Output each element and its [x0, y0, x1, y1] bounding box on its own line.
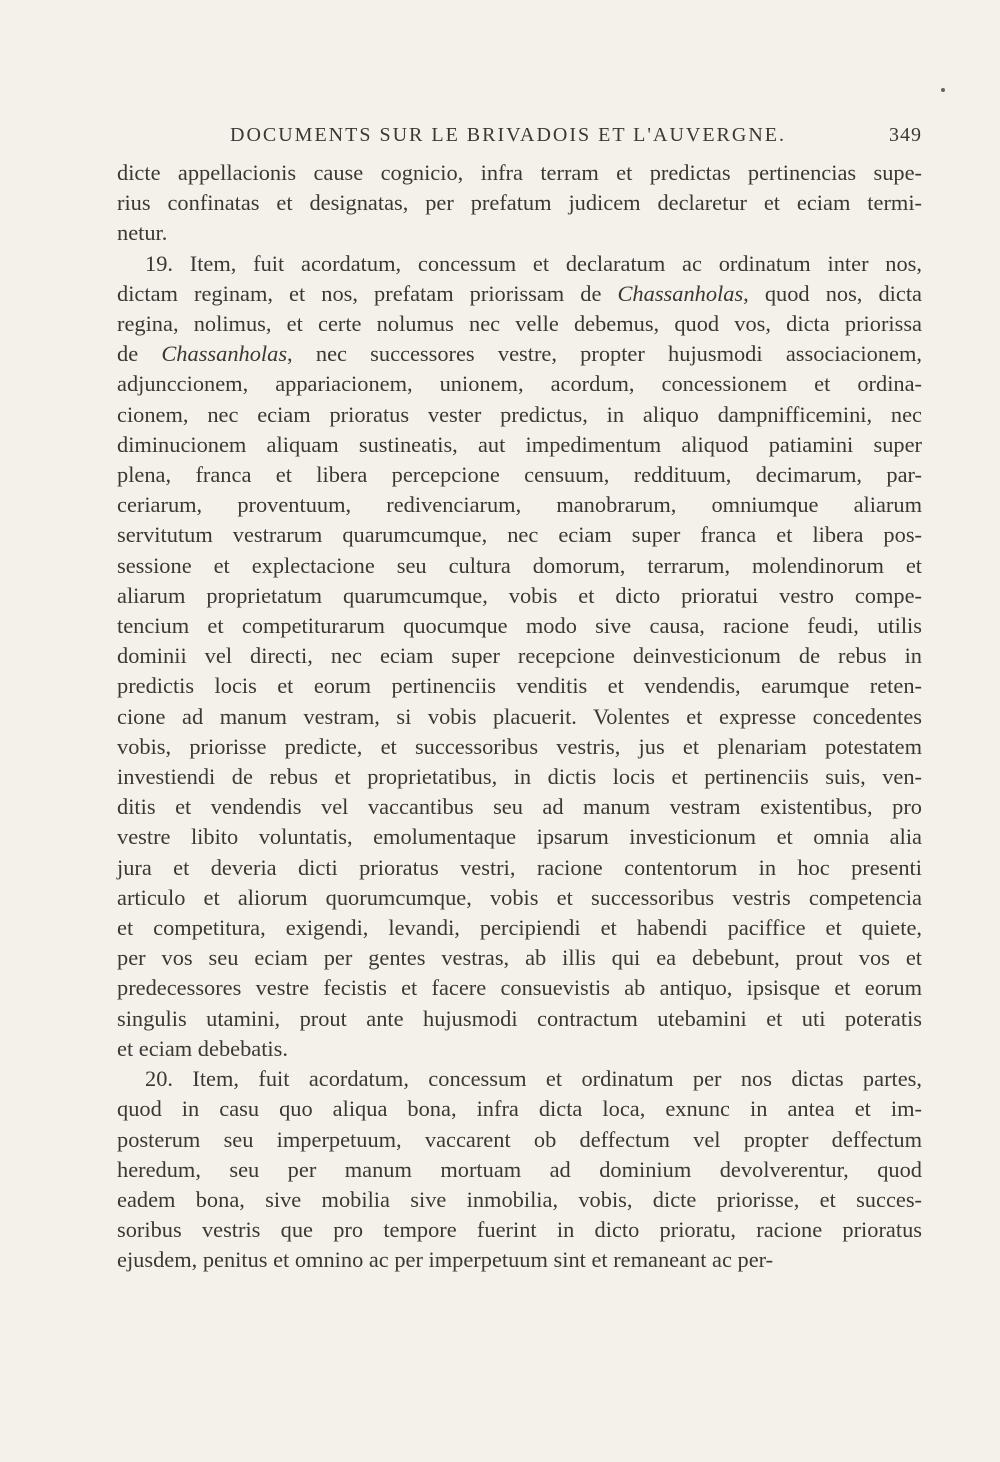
- text-line: vestre libito voluntatis, emolumentaque ipsarum investicionum et omnia alia: [117, 824, 922, 850]
- running-title: DOCUMENTS SUR LE BRIVADOIS ET L'AUVERGNE.: [230, 124, 786, 146]
- text-line: articulo et aliorum quorumcumque, vobis et successoribus vestris competencia: [117, 884, 922, 910]
- running-header: [117, 118, 922, 158]
- body-text: [117, 158, 922, 1276]
- text-line: netur.: [117, 220, 168, 246]
- text-line: predictis locis et eorum pertinenciis venditis et vendendis, earumque reten-: [117, 673, 922, 699]
- text-line: et competitura, exigendi, levandi, percipiendi et habendi paciffice et quiete,: [117, 915, 922, 941]
- page-number: 349: [889, 124, 922, 146]
- text-line: cionem, nec eciam prioratus vester predictus, in aliquo dampnifficemini, nec: [117, 401, 922, 427]
- article-start-line: 20. Item, fuit acordatum, concessum et ordinatum per nos dictas partes,: [145, 1066, 922, 1092]
- text-line: vobis, priorisse predicte, et successoribus vestris, jus et plenariam potestatem: [117, 733, 922, 759]
- text-line: adjunccionem, appariacionem, unionem, acordum, concessionem et ordina-: [117, 371, 922, 397]
- text-line: quod in casu quo aliqua bona, infra dicta loca, exnunc in antea et im-: [117, 1096, 922, 1122]
- text-line: soribus vestris que pro tempore fuerint in dicto prioratu, racione prioratus: [117, 1217, 922, 1243]
- text-line: ditis et vendendis vel vaccantibus seu ad manum vestram existentibus, pro: [117, 794, 922, 820]
- text-line: jura et deveria dicti prioratus vestri, racione contentorum in hoc presenti: [117, 854, 922, 880]
- text-line: eadem bona, sive mobilia sive inmobilia, vobis, dicte priorisse, et succes-: [117, 1186, 922, 1212]
- text-line: ejusdem, penitus et omnino ac per imperpetuum sint et remaneant ac per-: [117, 1247, 774, 1273]
- text-line: plena, franca et libera percepcione censuum, reddituum, decimarum, par-: [117, 462, 922, 488]
- text-line: servitutum vestrarum quarumcumque, nec eciam super franca et libera pos-: [117, 522, 922, 548]
- text-line: dominii vel directi, nec eciam super recepcione deinvesticionum de rebus in: [117, 643, 922, 669]
- document-page: [117, 118, 922, 1276]
- text-line: investiendi de rebus et proprietatibus, in dictis locis et pertinenciis suis, ven-: [117, 764, 922, 790]
- text-line: et eciam debebatis.: [117, 1035, 288, 1061]
- text-line: singulis utamini, prout ante hujusmodi contractum utebamini et uti poteratis: [117, 1005, 922, 1031]
- text-line: posterum seu imperpetuum, vaccarent ob deffectum vel propter deffectum: [117, 1126, 922, 1152]
- text-line: per vos seu eciam per gentes vestras, ab illis qui ea debebunt, prout vos et: [117, 945, 922, 971]
- text-line: diminucionem aliquam sustineatis, aut impedimentum aliquod patiamini super: [117, 431, 922, 457]
- text-line: de Chassanholas, nec successores vestre, propter hujusmodi associacionem,: [117, 341, 922, 367]
- text-line: predecessores vestre fecistis et facere consuevistis ab antiquo, ipsisque et eorum: [117, 975, 922, 1001]
- text-line: cione ad manum vestram, si vobis placuerit. Volentes et expresse concedentes: [117, 703, 922, 729]
- text-line: dictam reginam, et nos, prefatam priorissam de Chassanholas, quod nos, dicta: [117, 280, 922, 306]
- text-line: heredum, seu per manum mortuam ad dominium devolverentur, quod: [117, 1156, 922, 1182]
- text-line: ceriarum, proventuum, redivenciarum, manobrarum, omniumque aliarum: [117, 492, 922, 518]
- text-line: sessione et explectacione seu cultura domorum, terrarum, molendinorum et: [117, 552, 922, 578]
- text-line: dicte appellacionis cause cognicio, infra terram et predictas pertinencias supe-: [117, 160, 922, 185]
- article-start-line: 19. Item, fuit acordatum, concessum et declaratum ac ordinatum inter nos,: [145, 250, 922, 276]
- text-line: rius confinatas et designatas, per prefatum judicem declaretur et eciam termi-: [117, 190, 922, 216]
- margin-mark: [941, 88, 945, 92]
- text-line: tencium et competiturarum quocumque modo sive causa, racione feudi, utilis: [117, 613, 922, 639]
- text-line: aliarum proprietatum quarumcumque, vobis et dicto prioratui vestro compe-: [117, 582, 922, 608]
- text-line: regina, nolimus, et certe nolumus nec velle debemus, quod vos, dicta priorissa: [117, 311, 922, 337]
